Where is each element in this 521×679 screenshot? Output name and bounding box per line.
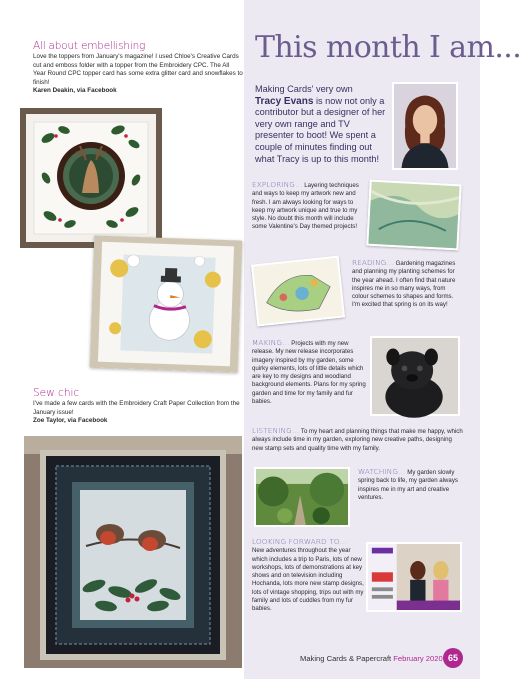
- tracy-portrait-photo: [392, 82, 458, 170]
- embellish-byline: Karen Deakin, via Facebook: [33, 87, 117, 95]
- sewchic-body: I've made a few cards with the Embroidery Craft Paper Collection from the January issue!: [33, 400, 240, 416]
- sewchic-title: Sew chic: [33, 387, 80, 399]
- reindeer-card-photo: [20, 108, 162, 248]
- exploring-body: Layering techniques and ways to keep my artwork new and fresh. I am always looking for ways to keep my artwork unique and true to my style. No doubt this month will include some Valentine's Day themed projects!: [252, 182, 359, 231]
- embellish-text: [33, 53, 243, 96]
- garden-photo: [254, 467, 350, 527]
- embellish-title: All about embellishing: [33, 40, 146, 52]
- pug-dog-photo: [370, 336, 460, 416]
- intro-pre: Making Cards' very own: [255, 84, 353, 94]
- footer-magazine: Making Cards & Papercraft: [300, 654, 392, 663]
- embellish-body: Love the toppers from January's magazine! I used Chloe's Creative Cards cut and emboss folder with a topper from the Embroidery CPC. The All Year Round CPC topper card has some extra glitter card and snowflakes to finish!: [33, 53, 243, 86]
- reading-head: READING...: [352, 258, 394, 267]
- intro-text: [255, 84, 387, 165]
- snowman-card-photo: [90, 235, 243, 372]
- footer: [300, 654, 443, 663]
- reading-body: Gardening magazines and planning my planting schemes for the year ahead. I often find that nature inspires me in so many ways, from colour schemes to shapes and forms. I'm excited that spring is on its way!: [352, 260, 456, 309]
- intro-post: is now not only a contributor but a designer of her very own range and TV presenter to boot! We spent a couple of minutes finding out what Tracy is up to this month!: [255, 95, 386, 164]
- listening-head: LISTENING...: [252, 426, 300, 435]
- making-text: [252, 339, 366, 406]
- looking-body: New adventures throughout the year which includes a trip to Paris, lots of new workshops, lots of demonstrations at key shows and on television including Hochanda, lots more new stamp designs, lots of vintage shopping, trips out with my family and lots of cuddles from my fur babies.: [252, 547, 364, 613]
- watching-head: WATCHING...: [358, 467, 406, 476]
- looking-text: [252, 538, 364, 614]
- watching-text: [358, 468, 462, 502]
- garden-plan-photo: [251, 256, 345, 327]
- reading-text: [352, 259, 462, 310]
- sewchic-byline: Zoe Taylor, via Facebook: [33, 417, 108, 425]
- sewchic-text: [33, 400, 243, 426]
- looking-head: LOOKING FORWARD TO...: [252, 537, 347, 546]
- making-head: MAKING...: [252, 338, 290, 347]
- tv-show-photo: [366, 542, 462, 612]
- exploring-text: [252, 181, 364, 232]
- robin-card-photo: [24, 436, 242, 668]
- page-title: This month I am...: [255, 30, 521, 65]
- exploring-head: EXPLORING...: [252, 180, 303, 189]
- watching-body: My garden slowly spring back to life, my garden always inspires me in my art and creative ventures.: [358, 469, 458, 501]
- listening-text: [252, 427, 464, 453]
- footer-date: February 2020: [393, 654, 443, 663]
- intro-name: Tracy Evans: [255, 95, 314, 107]
- page-number: 65: [443, 648, 463, 668]
- making-body: Projects with my new release. My new release incorporates imagery inspired by my garden, some quirky elements, lots of little details which are key to my designs and woodland background elements. Plans for my spring garden and time for my family and fur babies.: [252, 340, 366, 406]
- artwork-photo: [366, 180, 461, 251]
- listening-body: To my heart and planning things that make me happy, which always include time in my garden, exploring new creative paths, designing new stamp sets and quality time with my family.: [252, 428, 463, 452]
